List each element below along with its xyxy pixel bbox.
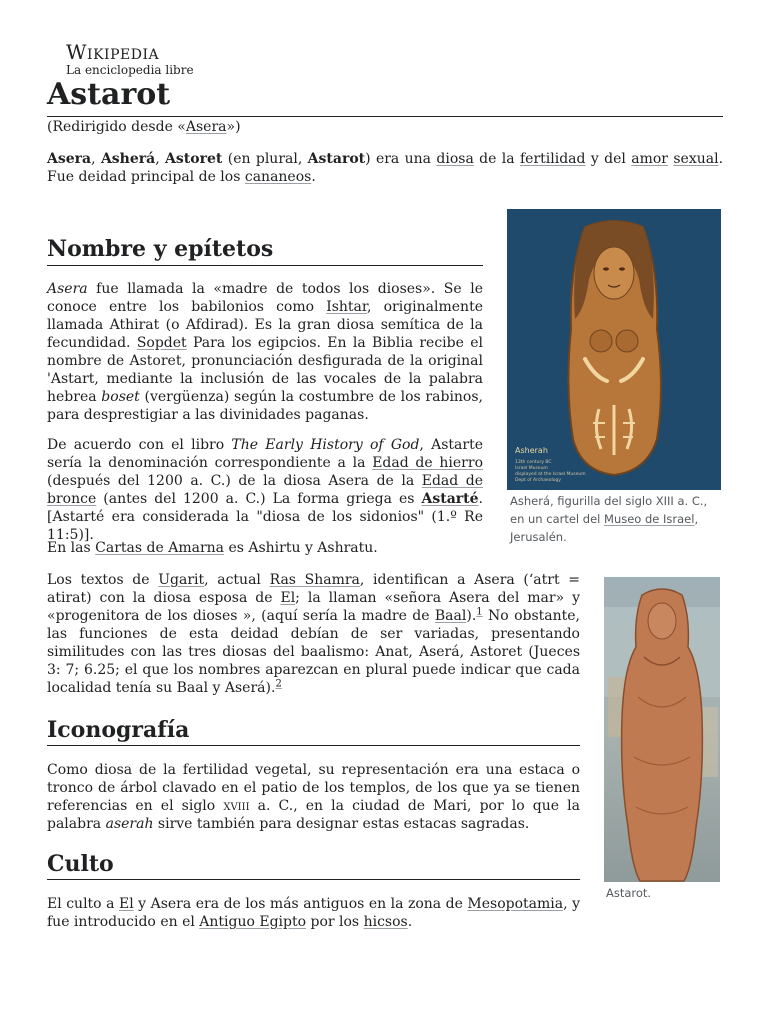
heading-iconografia: Iconografía: [47, 717, 190, 743]
link-edad-de-hierro[interactable]: Edad de hierro: [372, 455, 483, 471]
wikipedia-wordmark: Wikipedia: [66, 40, 160, 64]
iconografia-paragraph-1: Como diosa de la fertilidad vegetal, su representación era una estaca o tronco de árbol clavado en el patio de los templos, de los que ya se tienen referencias en el siglo xviii a. C., en la ciudad de Mari, por lo que la palabra aserah sirve también para designar estas estacas sagradas.: [47, 762, 580, 832]
svg-text:Israel Museum: Israel Museum: [515, 466, 548, 471]
link-cananeos[interactable]: cananeos: [244, 169, 312, 185]
nombre-paragraph-3: En las Cartas de Amarna es Ashirtu y Ashratu.: [47, 540, 378, 556]
svg-text:Dept of Archaeology: Dept of Archaeology: [515, 478, 562, 483]
link-el[interactable]: El: [118, 896, 134, 912]
link-el[interactable]: El: [280, 590, 296, 606]
reference-1[interactable]: 1: [476, 606, 483, 618]
link-amor[interactable]: amor: [631, 151, 668, 167]
figure-asherah-caption: Asherá, figurilla del siglo XIII a. C., en un cartel del Museo de Israel, Jerusalén.: [510, 494, 708, 544]
nombre-paragraph-4: Los textos de Ugarit, actual Ras Shamra, identifican a Asera (‘atrt = atirat) con la diosa esposa de El; la llaman «señora Asera del mar» y «progenitora de los dioses », (aquí sería la madre de Baal).$^1$ No obstante, las funciones de esta deidad debían de ser variadas, presentando similitudes con las tres diosas del baalismo: Anat, Aserá, Astoret (Jueces 3: 7; 6.25; el que los nombres aparezcan en plural puede indicar que cada localidad tenía su Baal y Aserá).$^2$: [47, 572, 580, 696]
poster-label-title: Asherah: [515, 446, 548, 455]
redirect-link-asera[interactable]: Asera: [185, 119, 227, 135]
link-baal[interactable]: Baal: [434, 608, 467, 624]
heading-nombre-y-epitetos: Nombre y epítetos: [47, 236, 274, 262]
link-museo-de-israel[interactable]: Museo de Israel: [604, 512, 695, 526]
nombre-paragraph-2: De acuerdo con el libro The Early History of God, Astarte sería la denominación correspondiente a la Edad de hierro (después del 1200 a. C.) de la diosa Asera de la Edad de bronce (antes del 1200 a. C.) La forma griega es Astarté. [Astarté era considerada la "diosa de los sidonios" (1.º Re 11:5)].: [47, 437, 483, 543]
link-edad-de-bronce[interactable]: Edad de bronce: [47, 473, 483, 507]
link-ishtar[interactable]: Ishtar: [326, 299, 368, 315]
wikipedia-logo[interactable]: [66, 42, 194, 77]
link-ugarit[interactable]: Ugarit: [158, 572, 205, 588]
heading-divider: [47, 745, 580, 746]
heading-culto: Culto: [47, 851, 114, 877]
link-hicsos[interactable]: hicsos: [363, 914, 408, 930]
link-mesopotamia[interactable]: Mesopotamia: [467, 896, 564, 912]
title-divider: [47, 116, 723, 117]
page-title: Astarot: [47, 77, 171, 112]
svg-text:displayed at the Israel Museum: displayed at the Israel Museum: [515, 472, 586, 477]
svg-text:13th century BC: 13th century BC: [515, 460, 552, 465]
link-fertilidad[interactable]: fertilidad: [519, 151, 586, 167]
asherah-figurine-image: [507, 209, 721, 490]
astarot-statue-image: [604, 577, 720, 882]
figure-astarot-caption: Astarot.: [606, 886, 652, 900]
nombre-paragraph-1: Asera fue llamada la «madre de todos los dioses». Se le conoce entre los babilonios como Ishtar, originalmente llamada Athirat (o Afdirad). Es la gran diosa semítica de la fecundidad. Sopdet Para los egipcios. En la Biblia recibe el nombre de Astoret, pronunciación desfigurada de la original 'Astart, mediante la inclusión de las vocales de la palabra hebrea boset (vergüenza) según la costumbre de los rabinos, para desprestigiar a las divinidades paganas.: [47, 281, 483, 423]
redirect-note: (Redirigido desde «Asera»): [47, 119, 241, 135]
link-antiguo-egipto[interactable]: Antiguo Egipto: [199, 914, 307, 930]
link-ras-shamra[interactable]: Ras Shamra: [269, 572, 360, 588]
link-diosa[interactable]: diosa: [436, 151, 474, 167]
link-cartas-de-amarna[interactable]: Cartas de Amarna: [95, 540, 224, 556]
wikipedia-tagline: La enciclopedia libre: [66, 63, 194, 77]
figure-astarot-statue[interactable]: [604, 577, 720, 882]
heading-divider: [47, 879, 580, 880]
culto-paragraph-1: El culto a El y Asera era de los más antiguos en la zona de Mesopotamia, y fue introducido en el Antiguo Egipto por los hicsos.: [47, 896, 580, 930]
link-sopdet[interactable]: Sopdet: [136, 335, 187, 351]
figure-asherah-poster[interactable]: [507, 209, 721, 490]
link-sexual[interactable]: sexual: [673, 151, 719, 167]
intro-paragraph: Asera, Asherá, Astoret (en plural, Astarot) era una diosa de la fertilidad y del amor sexual. Fue deidad principal de los cananeos.: [47, 151, 724, 185]
reference-2[interactable]: 2: [275, 678, 282, 690]
heading-divider: [47, 265, 483, 266]
link-astarte[interactable]: Astarté: [421, 491, 479, 507]
